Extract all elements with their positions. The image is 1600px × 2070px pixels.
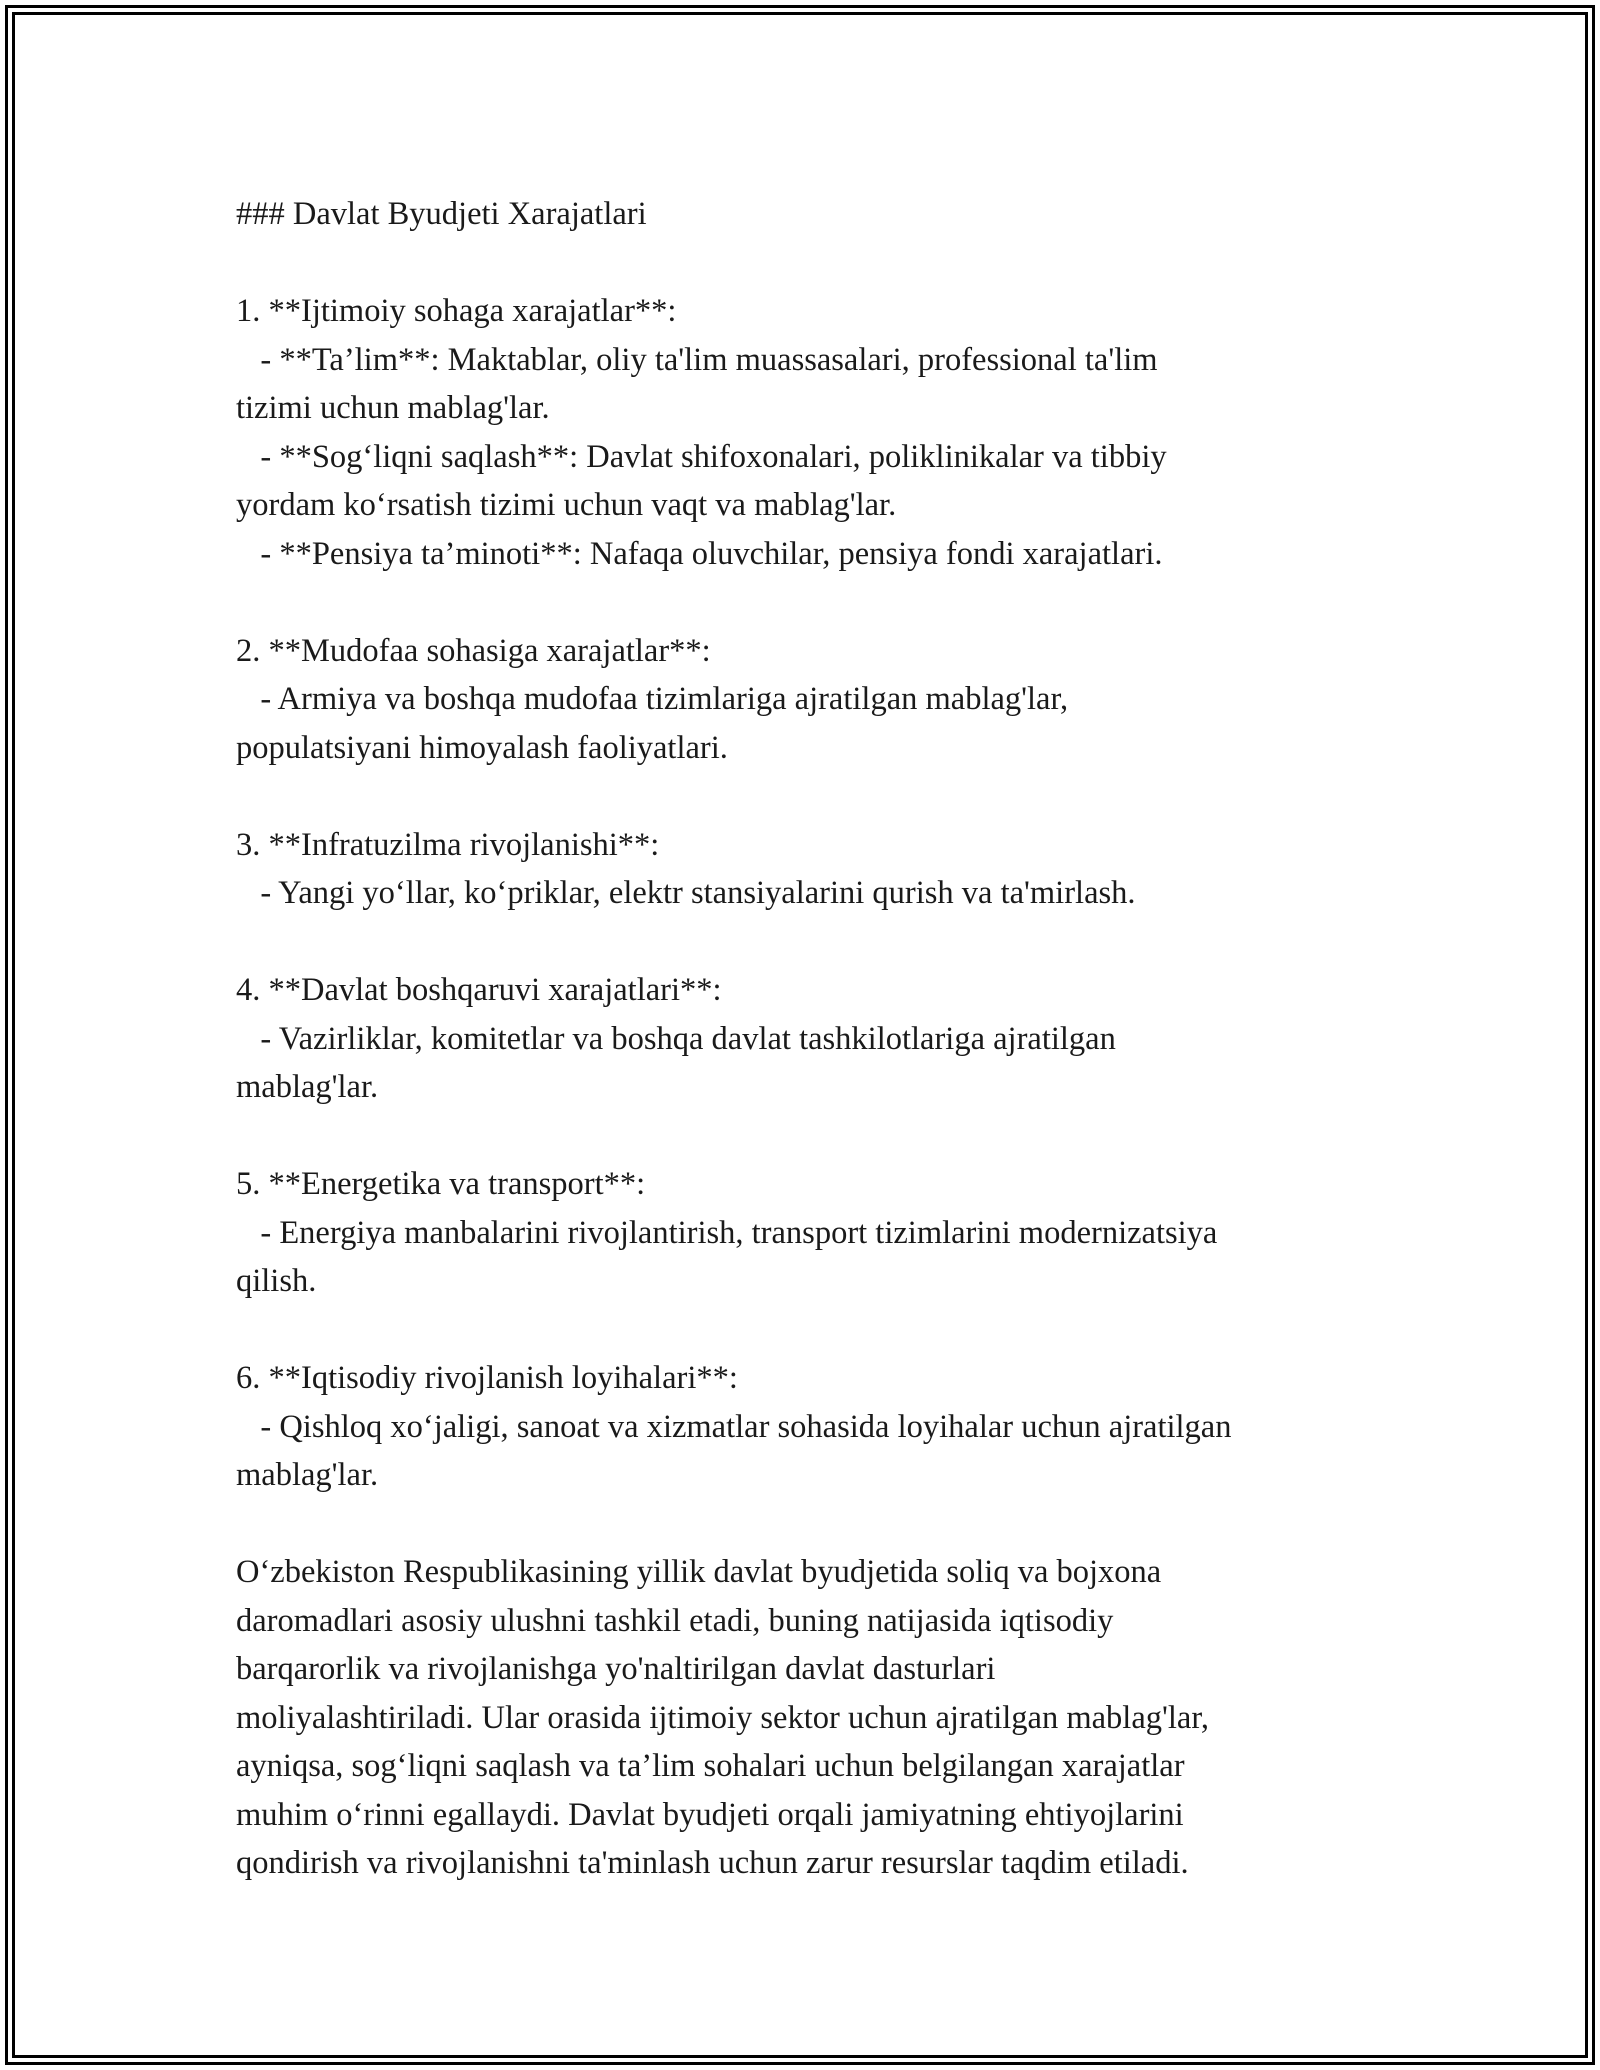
paragraph-line: O‘zbekiston Respublikasining yillik davlat byudjetida soliq va bojxona [236, 1554, 1162, 1590]
spacer [236, 239, 1366, 288]
section-line: - Energiya manbalarini rivojlantirish, transport tizimlarini modernizatsiya [236, 1214, 1218, 1251]
document-body [236, 190, 1366, 1888]
section-line: - **Ta’lim**: Maktablar, oliy ta'lim muassasalari, professional ta'lim [236, 341, 1158, 378]
section-line: mablag'lar. [236, 1069, 379, 1105]
paragraph-line: ayniqsa, sog‘liqni saqlash va ta’lim sohalari uchun belgilangan xarajatlar [236, 1748, 1185, 1784]
paragraph-line: qondirish va rivojlanishni ta'minlash uchun zarur resurslar taqdim etiladi. [236, 1845, 1189, 1881]
section-line: - Yangi yo‘llar, ko‘priklar, elektr stansiyalarini qurish va ta'mirlash. [236, 875, 1136, 911]
spacer [236, 1500, 1366, 1549]
section-line: - Vazirliklar, komitetlar va boshqa davlat tashkilotlariga ajratilgan [236, 1020, 1116, 1057]
section-line: populatsiyani himoyalash faoliyatlari. [236, 729, 728, 766]
section-line: qilish. [236, 1263, 317, 1299]
paragraph-line: muhim o‘rinni egallaydi. Davlat byudjeti orqali jamiyatning ehtiyojlarini [236, 1796, 1184, 1833]
section-line: - Armiya va boshqa mudofaa tizimlariga ajratilgan mablag'lar, [236, 681, 1069, 717]
section-title: 4. **Davlat boshqaruvi xarajatlari**: [236, 972, 722, 1008]
spacer [236, 772, 1366, 821]
section-line: - **Pensiya ta’minoti**: Nafaqa oluvchilar, pensiya fondi xarajatlari. [236, 535, 1163, 572]
section-line: tizimi uchun mablag'lar. [236, 390, 550, 426]
paragraph-line: barqarorlik va rivojlanishga yo'naltirilgan davlat dasturlari [236, 1651, 996, 1687]
section-title: 2. **Mudofaa sohasiga xarajatlar**: [236, 632, 711, 669]
section-title: 6. **Iqtisodiy rivojlanish loyihalari**: [236, 1360, 738, 1396]
section-line: yordam ko‘rsatish tizimi uchun vaqt va mablag'lar. [236, 487, 897, 523]
section-title: 5. **Energetika va transport**: [236, 1166, 646, 1202]
spacer [236, 1306, 1366, 1355]
spacer [236, 578, 1366, 627]
section-title: 3. **Infratuzilma rivojlanishi**: [236, 826, 660, 863]
section-line: - Qishloq xo‘jaligi, sanoat va xizmatlar sohasida loyihalar uchun ajratilgan [236, 1408, 1232, 1445]
paragraph-line: daromadlari asosiy ulushni tashkil etadi, buning natijasida iqtisodiy [236, 1602, 1114, 1639]
document-heading: ### Davlat Byudjeti Xarajatlari [236, 196, 647, 232]
section-title: 1. **Ijtimoiy sohaga xarajatlar**: [236, 293, 677, 329]
section-line: - **Sog‘liqni saqlash**: Davlat shifoxonalari, poliklinikalar va tibbiy [236, 438, 1167, 475]
section-line: mablag'lar. [236, 1457, 379, 1493]
spacer [236, 1112, 1366, 1161]
paragraph-line: moliyalashtiriladi. Ular orasida ijtimoiy sektor uchun ajratilgan mablag'lar, [236, 1699, 1209, 1736]
spacer [236, 918, 1366, 967]
